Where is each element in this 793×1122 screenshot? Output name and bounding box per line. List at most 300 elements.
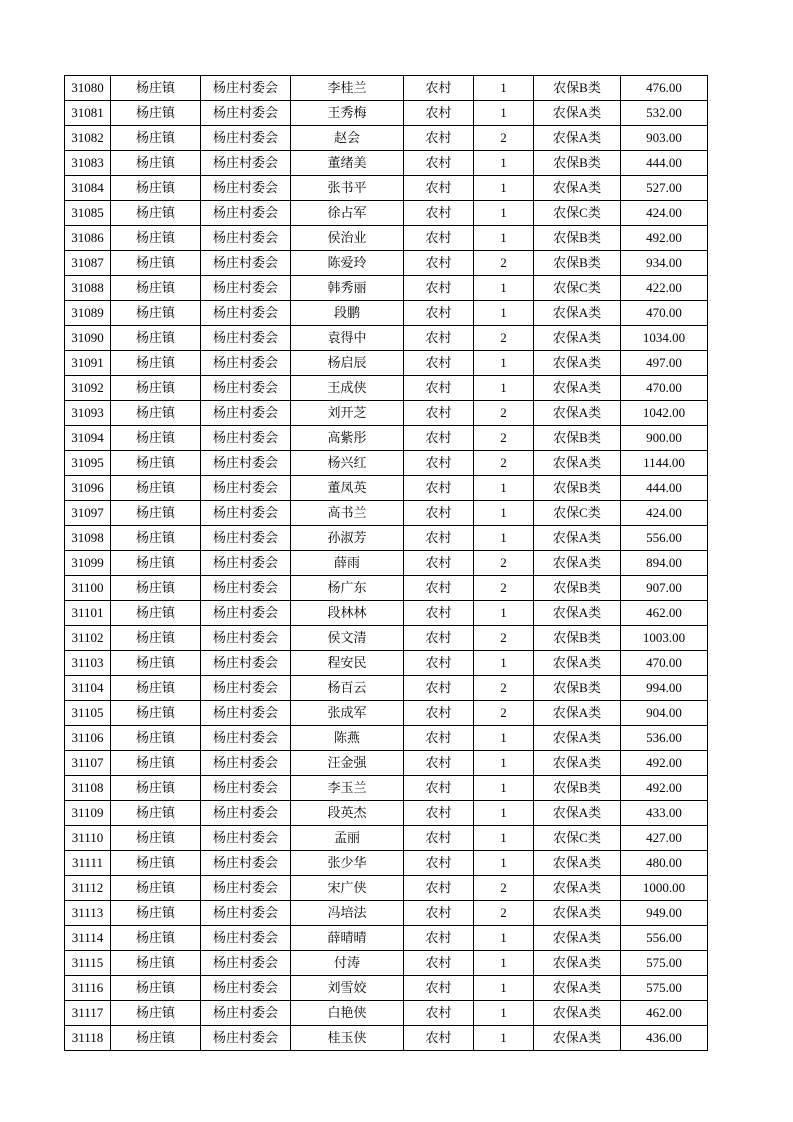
cell-village: 杨庄村委会 — [201, 601, 291, 626]
table-row — [65, 476, 708, 501]
cell-residence: 农村 — [404, 501, 474, 526]
cell-id: 31101 — [65, 601, 111, 626]
cell-id: 31107 — [65, 751, 111, 776]
cell-residence: 农村 — [404, 476, 474, 501]
cell-village: 杨庄村委会 — [201, 101, 291, 126]
cell-residence: 农村 — [404, 301, 474, 326]
cell-id: 31092 — [65, 376, 111, 401]
cell-amount: 556.00 — [621, 526, 708, 551]
cell-name: 段英杰 — [291, 801, 404, 826]
cell-town: 杨庄镇 — [111, 1001, 201, 1026]
cell-village: 杨庄村委会 — [201, 176, 291, 201]
cell-village: 杨庄村委会 — [201, 251, 291, 276]
table-row — [65, 76, 708, 101]
table-row — [65, 951, 708, 976]
cell-category: 农保A类 — [534, 326, 621, 351]
cell-persons: 1 — [474, 926, 534, 951]
cell-name: 董绪美 — [291, 151, 404, 176]
cell-residence: 农村 — [404, 701, 474, 726]
cell-category: 农保B类 — [534, 151, 621, 176]
table-row — [65, 276, 708, 301]
cell-id: 31108 — [65, 776, 111, 801]
cell-residence: 农村 — [404, 226, 474, 251]
cell-residence: 农村 — [404, 976, 474, 1001]
cell-name: 杨百云 — [291, 676, 404, 701]
cell-village: 杨庄村委会 — [201, 701, 291, 726]
cell-residence: 农村 — [404, 401, 474, 426]
cell-id: 31094 — [65, 426, 111, 451]
cell-category: 农保C类 — [534, 826, 621, 851]
table-row — [65, 651, 708, 676]
cell-residence: 农村 — [404, 926, 474, 951]
cell-persons: 1 — [474, 1026, 534, 1051]
cell-amount: 462.00 — [621, 1001, 708, 1026]
cell-amount: 1042.00 — [621, 401, 708, 426]
table-row — [65, 501, 708, 526]
cell-amount: 424.00 — [621, 201, 708, 226]
cell-category: 农保A类 — [534, 726, 621, 751]
cell-amount: 476.00 — [621, 76, 708, 101]
table-row — [65, 201, 708, 226]
cell-category: 农保B类 — [534, 776, 621, 801]
cell-name: 侯文清 — [291, 626, 404, 651]
cell-residence: 农村 — [404, 251, 474, 276]
cell-town: 杨庄镇 — [111, 751, 201, 776]
cell-village: 杨庄村委会 — [201, 676, 291, 701]
cell-persons: 1 — [474, 76, 534, 101]
cell-town: 杨庄镇 — [111, 701, 201, 726]
cell-amount: 480.00 — [621, 851, 708, 876]
cell-name: 张少华 — [291, 851, 404, 876]
cell-town: 杨庄镇 — [111, 776, 201, 801]
cell-category: 农保A类 — [534, 976, 621, 1001]
cell-amount: 536.00 — [621, 726, 708, 751]
cell-residence: 农村 — [404, 101, 474, 126]
cell-amount: 436.00 — [621, 1026, 708, 1051]
cell-amount: 894.00 — [621, 551, 708, 576]
table-row — [65, 551, 708, 576]
cell-town: 杨庄镇 — [111, 501, 201, 526]
cell-persons: 2 — [474, 876, 534, 901]
cell-id: 31086 — [65, 226, 111, 251]
table-row — [65, 801, 708, 826]
cell-town: 杨庄镇 — [111, 426, 201, 451]
table-row — [65, 326, 708, 351]
cell-town: 杨庄镇 — [111, 226, 201, 251]
cell-category: 农保A类 — [534, 451, 621, 476]
cell-id: 31117 — [65, 1001, 111, 1026]
table-row — [65, 1026, 708, 1051]
cell-village: 杨庄村委会 — [201, 551, 291, 576]
cell-id: 31115 — [65, 951, 111, 976]
cell-persons: 1 — [474, 526, 534, 551]
cell-amount: 492.00 — [621, 226, 708, 251]
cell-town: 杨庄镇 — [111, 251, 201, 276]
cell-name: 白艳侠 — [291, 1001, 404, 1026]
cell-village: 杨庄村委会 — [201, 826, 291, 851]
cell-persons: 2 — [474, 626, 534, 651]
table-row — [65, 776, 708, 801]
cell-name: 李玉兰 — [291, 776, 404, 801]
cell-id: 31105 — [65, 701, 111, 726]
cell-category: 农保A类 — [534, 1001, 621, 1026]
cell-town: 杨庄镇 — [111, 826, 201, 851]
cell-amount: 497.00 — [621, 351, 708, 376]
cell-persons: 1 — [474, 101, 534, 126]
cell-village: 杨庄村委会 — [201, 851, 291, 876]
cell-residence: 农村 — [404, 1001, 474, 1026]
cell-id: 31113 — [65, 901, 111, 926]
cell-category: 农保A类 — [534, 701, 621, 726]
cell-category: 农保A类 — [534, 926, 621, 951]
cell-category: 农保A类 — [534, 126, 621, 151]
cell-amount: 1034.00 — [621, 326, 708, 351]
cell-id: 31114 — [65, 926, 111, 951]
cell-amount: 904.00 — [621, 701, 708, 726]
cell-town: 杨庄镇 — [111, 76, 201, 101]
cell-amount: 492.00 — [621, 776, 708, 801]
cell-name: 袁得中 — [291, 326, 404, 351]
table-row — [65, 401, 708, 426]
cell-amount: 492.00 — [621, 751, 708, 776]
cell-amount: 470.00 — [621, 651, 708, 676]
cell-village: 杨庄村委会 — [201, 526, 291, 551]
cell-category: 农保B类 — [534, 426, 621, 451]
cell-id: 31103 — [65, 651, 111, 676]
cell-town: 杨庄镇 — [111, 276, 201, 301]
cell-village: 杨庄村委会 — [201, 751, 291, 776]
cell-category: 农保B类 — [534, 476, 621, 501]
cell-id: 31109 — [65, 801, 111, 826]
cell-id: 31104 — [65, 676, 111, 701]
cell-persons: 1 — [474, 951, 534, 976]
cell-id: 31088 — [65, 276, 111, 301]
cell-category: 农保A类 — [534, 526, 621, 551]
cell-town: 杨庄镇 — [111, 601, 201, 626]
table-row — [65, 576, 708, 601]
cell-category: 农保A类 — [534, 751, 621, 776]
cell-residence: 农村 — [404, 426, 474, 451]
table-row — [65, 151, 708, 176]
cell-village: 杨庄村委会 — [201, 276, 291, 301]
cell-residence: 农村 — [404, 351, 474, 376]
table-row — [65, 676, 708, 701]
cell-category: 农保A类 — [534, 551, 621, 576]
cell-village: 杨庄村委会 — [201, 801, 291, 826]
cell-village: 杨庄村委会 — [201, 201, 291, 226]
cell-id: 31090 — [65, 326, 111, 351]
cell-town: 杨庄镇 — [111, 476, 201, 501]
cell-residence: 农村 — [404, 201, 474, 226]
cell-id: 31087 — [65, 251, 111, 276]
cell-id: 31085 — [65, 201, 111, 226]
cell-town: 杨庄镇 — [111, 976, 201, 1001]
cell-name: 王秀梅 — [291, 101, 404, 126]
cell-name: 张书平 — [291, 176, 404, 201]
cell-village: 杨庄村委会 — [201, 901, 291, 926]
cell-id: 31083 — [65, 151, 111, 176]
cell-village: 杨庄村委会 — [201, 426, 291, 451]
cell-name: 付涛 — [291, 951, 404, 976]
table-row — [65, 101, 708, 126]
cell-name: 杨广东 — [291, 576, 404, 601]
cell-category: 农保A类 — [534, 401, 621, 426]
cell-village: 杨庄村委会 — [201, 501, 291, 526]
cell-town: 杨庄镇 — [111, 876, 201, 901]
cell-residence: 农村 — [404, 451, 474, 476]
cell-id: 31098 — [65, 526, 111, 551]
cell-town: 杨庄镇 — [111, 401, 201, 426]
cell-name: 高紫彤 — [291, 426, 404, 451]
cell-village: 杨庄村委会 — [201, 576, 291, 601]
cell-id: 31106 — [65, 726, 111, 751]
cell-residence: 农村 — [404, 776, 474, 801]
cell-persons: 1 — [474, 201, 534, 226]
cell-category: 农保B类 — [534, 676, 621, 701]
cell-residence: 农村 — [404, 626, 474, 651]
cell-category: 农保A类 — [534, 851, 621, 876]
cell-village: 杨庄村委会 — [201, 776, 291, 801]
cell-residence: 农村 — [404, 651, 474, 676]
cell-persons: 2 — [474, 251, 534, 276]
cell-category: 农保A类 — [534, 351, 621, 376]
cell-name: 汪金强 — [291, 751, 404, 776]
cell-village: 杨庄村委会 — [201, 476, 291, 501]
cell-town: 杨庄镇 — [111, 926, 201, 951]
table-row — [65, 251, 708, 276]
cell-town: 杨庄镇 — [111, 201, 201, 226]
cell-category: 农保A类 — [534, 951, 621, 976]
data-table — [64, 75, 708, 1051]
cell-residence: 农村 — [404, 326, 474, 351]
cell-town: 杨庄镇 — [111, 176, 201, 201]
cell-persons: 1 — [474, 351, 534, 376]
cell-name: 薛晴晴 — [291, 926, 404, 951]
cell-village: 杨庄村委会 — [201, 226, 291, 251]
cell-town: 杨庄镇 — [111, 951, 201, 976]
cell-amount: 433.00 — [621, 801, 708, 826]
cell-name: 韩秀丽 — [291, 276, 404, 301]
cell-persons: 2 — [474, 901, 534, 926]
cell-amount: 994.00 — [621, 676, 708, 701]
cell-name: 薛雨 — [291, 551, 404, 576]
cell-name: 赵会 — [291, 126, 404, 151]
cell-name: 段林林 — [291, 601, 404, 626]
cell-village: 杨庄村委会 — [201, 926, 291, 951]
cell-residence: 农村 — [404, 876, 474, 901]
cell-persons: 1 — [474, 651, 534, 676]
cell-name: 张成军 — [291, 701, 404, 726]
cell-town: 杨庄镇 — [111, 451, 201, 476]
cell-name: 宋广侠 — [291, 876, 404, 901]
cell-id: 31100 — [65, 576, 111, 601]
cell-amount: 575.00 — [621, 976, 708, 1001]
cell-persons: 1 — [474, 976, 534, 1001]
cell-id: 31112 — [65, 876, 111, 901]
cell-persons: 1 — [474, 151, 534, 176]
cell-name: 徐占军 — [291, 201, 404, 226]
table-row — [65, 351, 708, 376]
cell-amount: 1144.00 — [621, 451, 708, 476]
cell-name: 高书兰 — [291, 501, 404, 526]
cell-persons: 2 — [474, 126, 534, 151]
table-row — [65, 876, 708, 901]
cell-persons: 1 — [474, 301, 534, 326]
cell-id: 31091 — [65, 351, 111, 376]
cell-amount: 949.00 — [621, 901, 708, 926]
table-row — [65, 376, 708, 401]
cell-residence: 农村 — [404, 276, 474, 301]
cell-village: 杨庄村委会 — [201, 326, 291, 351]
cell-town: 杨庄镇 — [111, 376, 201, 401]
cell-name: 桂玉侠 — [291, 1026, 404, 1051]
cell-amount: 527.00 — [621, 176, 708, 201]
cell-residence: 农村 — [404, 826, 474, 851]
cell-name: 孙淑芳 — [291, 526, 404, 551]
cell-persons: 1 — [474, 751, 534, 776]
cell-persons: 1 — [474, 726, 534, 751]
table-row — [65, 726, 708, 751]
cell-persons: 2 — [474, 326, 534, 351]
cell-category: 农保C类 — [534, 501, 621, 526]
cell-amount: 444.00 — [621, 476, 708, 501]
cell-town: 杨庄镇 — [111, 151, 201, 176]
table-row — [65, 626, 708, 651]
cell-category: 农保C类 — [534, 276, 621, 301]
cell-residence: 农村 — [404, 551, 474, 576]
cell-amount: 470.00 — [621, 376, 708, 401]
cell-category: 农保C类 — [534, 201, 621, 226]
cell-id: 31095 — [65, 451, 111, 476]
cell-amount: 900.00 — [621, 426, 708, 451]
cell-name: 杨启辰 — [291, 351, 404, 376]
cell-id: 31110 — [65, 826, 111, 851]
cell-amount: 1003.00 — [621, 626, 708, 651]
cell-id: 31081 — [65, 101, 111, 126]
cell-id: 31102 — [65, 626, 111, 651]
cell-persons: 1 — [474, 826, 534, 851]
cell-category: 农保A类 — [534, 376, 621, 401]
cell-amount: 575.00 — [621, 951, 708, 976]
cell-town: 杨庄镇 — [111, 676, 201, 701]
cell-town: 杨庄镇 — [111, 126, 201, 151]
cell-persons: 1 — [474, 176, 534, 201]
cell-residence: 农村 — [404, 576, 474, 601]
cell-amount: 903.00 — [621, 126, 708, 151]
cell-amount: 470.00 — [621, 301, 708, 326]
cell-village: 杨庄村委会 — [201, 1026, 291, 1051]
cell-persons: 1 — [474, 276, 534, 301]
cell-amount: 556.00 — [621, 926, 708, 951]
cell-name: 程安民 — [291, 651, 404, 676]
cell-village: 杨庄村委会 — [201, 376, 291, 401]
table-row — [65, 301, 708, 326]
cell-persons: 1 — [474, 851, 534, 876]
cell-category: 农保A类 — [534, 601, 621, 626]
cell-name: 杨兴红 — [291, 451, 404, 476]
cell-name: 侯治业 — [291, 226, 404, 251]
cell-village: 杨庄村委会 — [201, 726, 291, 751]
cell-amount: 424.00 — [621, 501, 708, 526]
cell-name: 董凤英 — [291, 476, 404, 501]
cell-persons: 2 — [474, 576, 534, 601]
cell-persons: 1 — [474, 601, 534, 626]
cell-persons: 1 — [474, 376, 534, 401]
cell-persons: 2 — [474, 451, 534, 476]
cell-town: 杨庄镇 — [111, 101, 201, 126]
cell-town: 杨庄镇 — [111, 626, 201, 651]
cell-village: 杨庄村委会 — [201, 401, 291, 426]
cell-id: 31097 — [65, 501, 111, 526]
cell-town: 杨庄镇 — [111, 901, 201, 926]
cell-residence: 农村 — [404, 601, 474, 626]
table-row — [65, 926, 708, 951]
cell-name: 陈燕 — [291, 726, 404, 751]
cell-residence: 农村 — [404, 176, 474, 201]
cell-town: 杨庄镇 — [111, 301, 201, 326]
cell-id: 31089 — [65, 301, 111, 326]
cell-id: 31099 — [65, 551, 111, 576]
table-row — [65, 901, 708, 926]
cell-residence: 农村 — [404, 151, 474, 176]
cell-residence: 农村 — [404, 526, 474, 551]
table-row — [65, 751, 708, 776]
cell-category: 农保A类 — [534, 801, 621, 826]
table-row — [65, 976, 708, 1001]
cell-residence: 农村 — [404, 801, 474, 826]
cell-town: 杨庄镇 — [111, 576, 201, 601]
table-row — [65, 1001, 708, 1026]
cell-persons: 1 — [474, 476, 534, 501]
cell-persons: 1 — [474, 501, 534, 526]
cell-village: 杨庄村委会 — [201, 151, 291, 176]
cell-name: 段鹏 — [291, 301, 404, 326]
cell-name: 王成侠 — [291, 376, 404, 401]
cell-id: 31096 — [65, 476, 111, 501]
cell-category: 农保A类 — [534, 651, 621, 676]
cell-amount: 444.00 — [621, 151, 708, 176]
cell-name: 李桂兰 — [291, 76, 404, 101]
table-row — [65, 176, 708, 201]
cell-village: 杨庄村委会 — [201, 1001, 291, 1026]
cell-persons: 1 — [474, 801, 534, 826]
cell-category: 农保B类 — [534, 76, 621, 101]
cell-id: 31082 — [65, 126, 111, 151]
cell-residence: 农村 — [404, 76, 474, 101]
cell-persons: 2 — [474, 701, 534, 726]
cell-village: 杨庄村委会 — [201, 351, 291, 376]
cell-residence: 农村 — [404, 676, 474, 701]
cell-category: 农保A类 — [534, 176, 621, 201]
cell-residence: 农村 — [404, 726, 474, 751]
table-row — [65, 226, 708, 251]
cell-amount: 1000.00 — [621, 876, 708, 901]
cell-persons: 1 — [474, 226, 534, 251]
cell-village: 杨庄村委会 — [201, 126, 291, 151]
table-row — [65, 526, 708, 551]
cell-persons: 1 — [474, 1001, 534, 1026]
cell-amount: 427.00 — [621, 826, 708, 851]
cell-category: 农保B类 — [534, 576, 621, 601]
table-row — [65, 426, 708, 451]
cell-residence: 农村 — [404, 751, 474, 776]
cell-amount: 422.00 — [621, 276, 708, 301]
cell-category: 农保B类 — [534, 626, 621, 651]
cell-town: 杨庄镇 — [111, 851, 201, 876]
cell-town: 杨庄镇 — [111, 526, 201, 551]
cell-village: 杨庄村委会 — [201, 76, 291, 101]
cell-id: 31093 — [65, 401, 111, 426]
